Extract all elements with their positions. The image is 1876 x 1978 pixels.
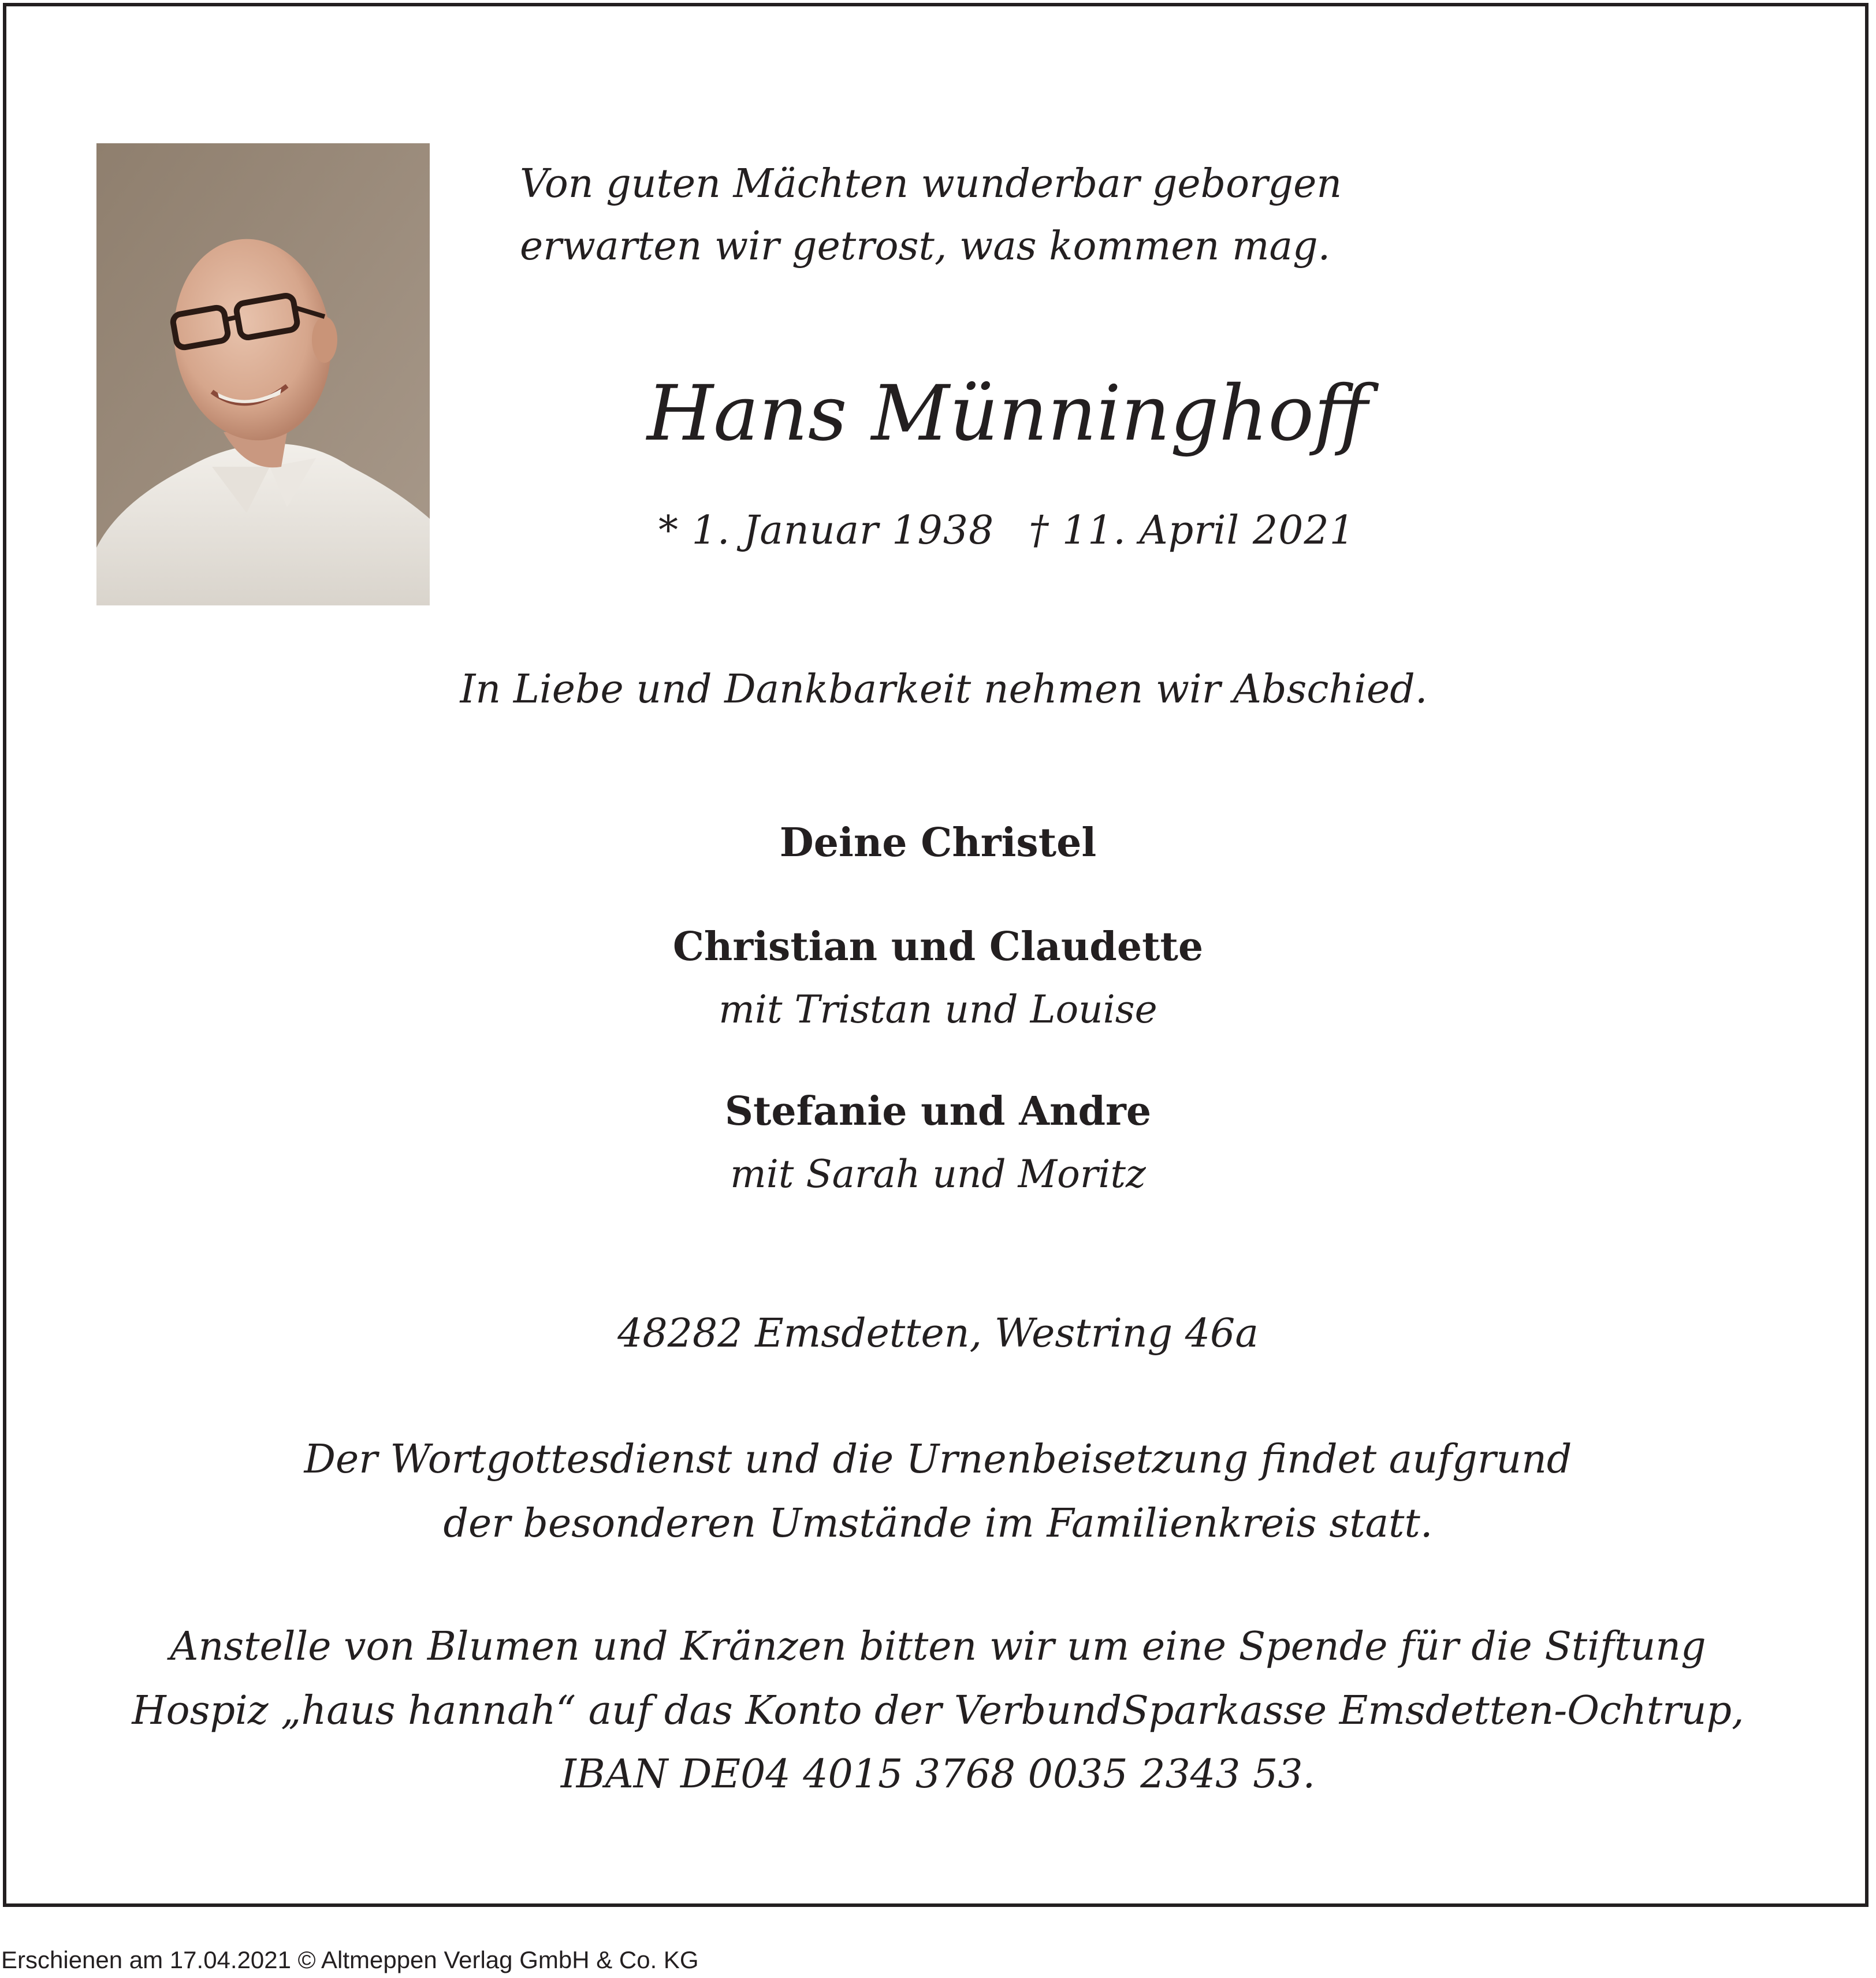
donation-note-line-2: Hospiz „haus hannah“ auf das Konto der VerbundSparkasse Emsdetten-Ochtrup,: [132, 1688, 1744, 1734]
family-member-children: mit Sarah und Moritz: [730, 1152, 1146, 1196]
publication-footer: Erschienen am 17.04.2021 © Altmeppen Verlag GmbH & Co. KG: [1, 1946, 699, 1973]
birth-date: * 1. Januar 1938: [658, 508, 995, 553]
family-member-children: mit Tristan und Louise: [719, 987, 1157, 1032]
farewell-text: In Liebe und Dankbarkeit nehmen wir Abschied.: [460, 667, 1428, 712]
donation-iban: IBAN DE04 4015 3768 0035 2343 53.: [560, 1752, 1316, 1797]
life-dates: [658, 508, 1355, 553]
address: 48282 Emsdetten, Westring 46a: [617, 1311, 1259, 1356]
portrait-photo: [96, 143, 430, 605]
motto-line-1: Von guten Mächten wunderbar geborgen: [520, 161, 1342, 207]
family-member-names: Christian und Claudette: [672, 924, 1204, 970]
death-date: † 11. April 2021: [1029, 508, 1355, 553]
family-member-names: Deine Christel: [779, 820, 1097, 866]
service-note-line-1: Der Wortgottesdienst und die Urnenbeisetzung findet aufgrund: [304, 1437, 1572, 1482]
deceased-name: Hans Münninghoff: [647, 369, 1368, 458]
motto-line-2: erwarten wir getrost, was kommen mag.: [520, 224, 1331, 269]
family-member-names: Stefanie und Andre: [724, 1088, 1152, 1135]
service-note-line-2: der besonderen Umstände im Familienkreis statt.: [443, 1501, 1433, 1546]
donation-note-line-1: Anstelle von Blumen und Kränzen bitten wir um eine Spende für die Stiftung: [170, 1624, 1706, 1670]
